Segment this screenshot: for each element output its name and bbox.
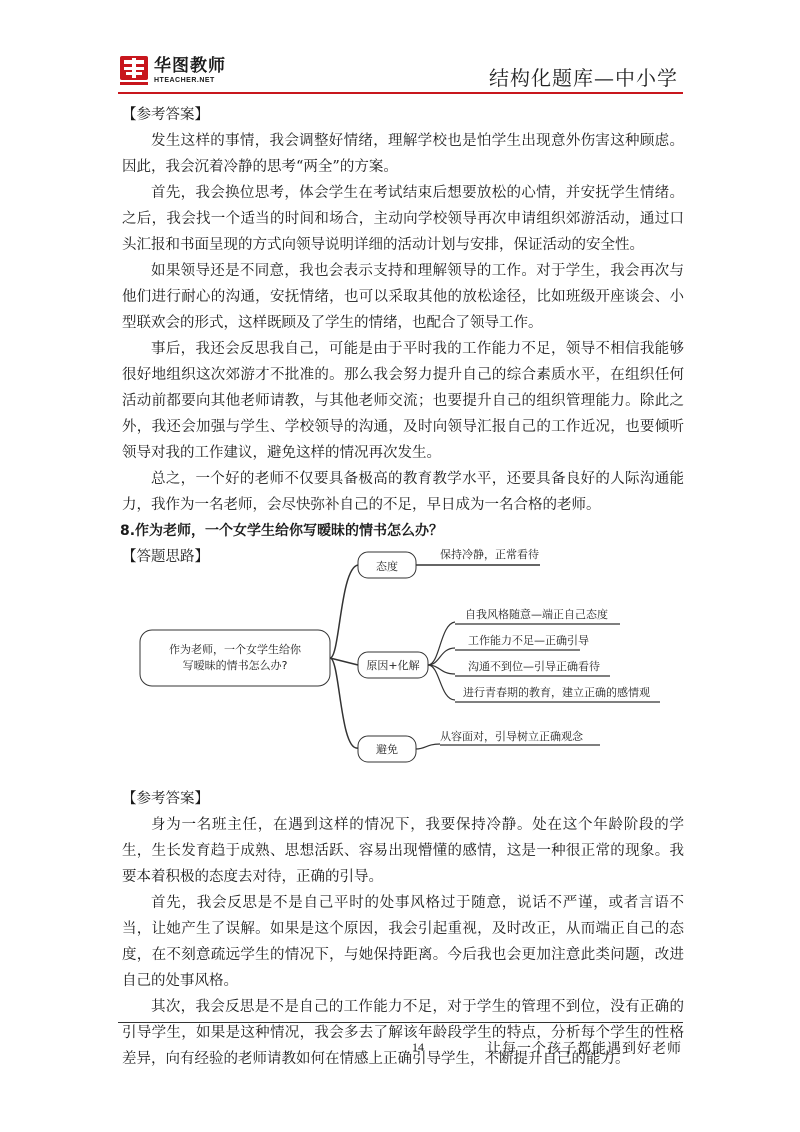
mindmap-branch-label: 原因+化解 [366, 659, 420, 672]
logo [120, 56, 226, 86]
paragraph: 总之，一个好的老师不仅要具备极高的教育教学水平，还要具备良好的人际沟通能力，我作为一名老师，会尽快弥补自己的不足，早日成为一名合格的老师。 [122, 471, 684, 513]
answer-label: 【参考答案】 [122, 791, 209, 807]
header-divider [118, 92, 683, 94]
mindmap-root-line1: 作为老师，一个女学生给你 [169, 643, 301, 656]
mind-map [0, 540, 800, 780]
mindmap-leaf: 工作能力不足—正确引导 [468, 634, 589, 647]
paragraph: 首先，我会换位思考，体会学生在考试结束后想要放松的心情，并安抚学生情绪。之后，我会找一个适当的时间和场合，主动向学校领导再次申请组织郊游活动，通过口头汇报和书面呈现的方式向领导说明详细的活动计划与安排，保证活动的安全性。 [122, 185, 684, 253]
page-footer [0, 1022, 800, 1082]
mindmap-root-line2: 写暧昧的情书怎么办? [182, 659, 288, 672]
question-heading: 8.作为老师，一个女学生给你写暧昧的情书怎么办？ [120, 523, 444, 539]
footer-slogan: 让每一个孩子都能遇到好老师 [487, 1041, 682, 1057]
logo-domain: HTEACHER.NET [154, 77, 215, 84]
paragraph: 如果领导还是不同意，我也会表示支持和理解领导的工作。对于学生，我会再次与他们进行耐心的沟通，安抚情绪，也可以采取其他的放松途径，比如班级开座谈会、小型联欢会的形式，这样既顾及了学生的情绪，也配合了领导工作。 [122, 263, 684, 331]
paragraph: 首先，我会反思是不是自己平时的处事风格过于随意，说话不严谨，或者言语不当，让她产生了误解。如果是这个原因，我会引起重视，及时改正，从而端正自己的态度，在不刻意疏远学生的情况下，与她保持距离。今后我也会更加注意此类问题，改进自己的处事风格。 [122, 895, 684, 989]
mindmap-branch-label: 态度 [376, 560, 398, 573]
page-header [0, 0, 800, 100]
paragraph: 事后，我还会反思我自己，可能是由于平时我的工作能力不足，领导不相信我能够很好地组织这次郊游才不批准的。那么我会努力提升自己的综合素质水平，在组织任何活动前都要向其他老师请教，与其他老师交流；也要提升自己的组织管理能力。除此之外，我还会加强与学生、学校领导的沟通，及时向领导汇报自己的工作近况，也要倾听领导对我的工作建议，避免这样的情况再次发生。 [122, 341, 684, 461]
answer-section-1 [122, 102, 684, 570]
logo-text: 华图教师 [154, 56, 226, 76]
footer-divider [118, 1022, 683, 1023]
answer-label: 【参考答案】 [122, 107, 209, 123]
paragraph: 其次，我会反思是不是自己的工作能力不足，对于学生的管理不到位，没有正确的引导学生，如果是这种情况，我会多去了解该年龄段学生的特点，分析每个学生的性格差异，向有经验的老师请教如何在情感上正确引导学生，不断提升自己的能力。 [122, 999, 684, 1067]
thinking-label: 【答题思路】 [122, 549, 209, 565]
paragraph: 发生这样的事情，我会调整好情绪，理解学校也是怕学生出现意外伤害这种顾虑。因此，我会沉着冷静的思考“两全”的方案。 [122, 133, 684, 175]
mindmap-leaf: 沟通不到位—引导正确看待 [468, 660, 600, 673]
mindmap-leaf: 保持冷静，正常看待 [440, 548, 539, 561]
mindmap-leaf: 自我风格随意—端正自己态度 [465, 608, 608, 621]
mindmap-leaf: 进行青春期的教育，建立正确的感情观 [463, 686, 650, 699]
paragraph: 身为一名班主任，在遇到这样的情况下，我要保持冷静。处在这个年龄阶段的学生，生长发育趋于成熟、思想活跃、容易出现懵懂的感情，这是一种很正常的现象。我要本着积极的态度去对待，正确的引导。 [122, 817, 684, 885]
page-number: 14 [412, 1040, 424, 1054]
huatu-logo-icon [120, 56, 148, 86]
mindmap-root-box [140, 630, 330, 686]
page-title: 结构化题库—中小学 [489, 66, 678, 90]
mindmap-leaf: 从容面对，引导树立正确观念 [440, 730, 583, 743]
mindmap-branch-label: 避免 [376, 743, 398, 756]
